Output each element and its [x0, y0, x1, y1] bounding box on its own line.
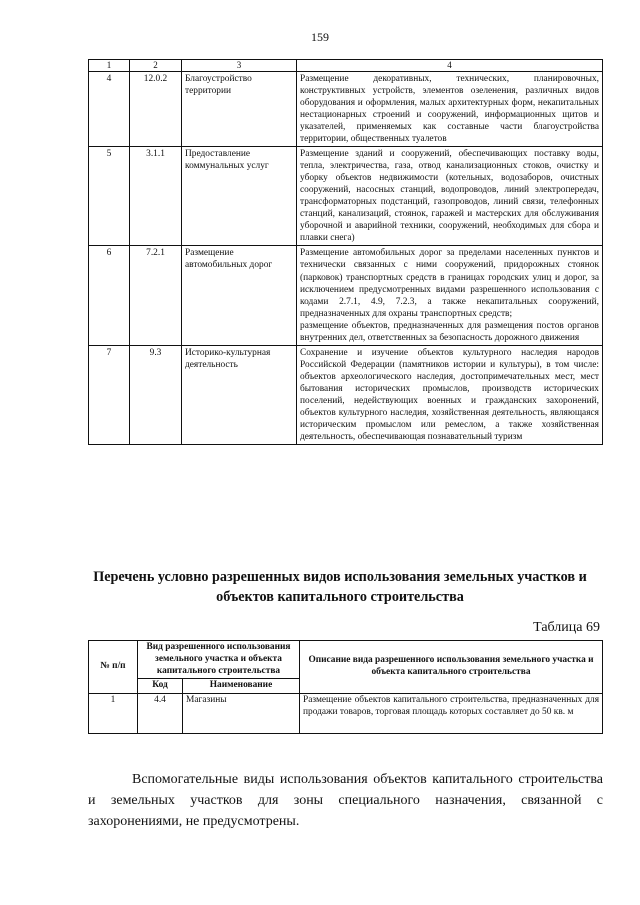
table-row [89, 345, 603, 444]
table-row [89, 72, 603, 147]
use-code: 12.0.2 [130, 72, 182, 147]
conditional-uses-table [88, 640, 603, 734]
use-name: Предоставление коммунальных услуг [182, 147, 297, 246]
use-description: Размещение декоративных, технических, планировочных, конструктивных устройств, элементов озеленения, различных видов оборудования и оформления, малых архитектурных форм, некапитальных нестационарных строений и сооружений, информационных щитов и указателей, применяемых как составные части благоустройства территории, общественных туалетов [297, 72, 603, 147]
use-description-part: Размещение автомобильных дорог за пределами населенных пунктов и технически связанных с ними сооружений, придорожных стоянок (парковок) транспортных средств в границах городских улиц и дорог, за исключением предусмотренных видами разрешенного использования с кодами 2.7.1, 4.9, 7.2.3, а также некапитальных сооружений, предназначенных для охраны транспортных средств; [300, 248, 599, 319]
use-name: Магазины [183, 694, 300, 734]
use-code: 4.4 [138, 694, 183, 734]
use-name: Благоустройство территории [182, 72, 297, 147]
use-code: 9.3 [130, 345, 182, 444]
use-description [297, 246, 603, 345]
row-number: 1 [89, 694, 138, 734]
use-description: Размещение объектов капитального строительства, предназначенных для продажи товаров, торговая площадь которых составляет до 50 кв. м [300, 694, 603, 734]
row-number: 4 [89, 72, 130, 147]
header-cell: 3 [182, 60, 297, 72]
use-code: 3.1.1 [130, 147, 182, 246]
use-code: 7.2.1 [130, 246, 182, 345]
table-header-row [89, 60, 603, 72]
header-code: Код [138, 679, 183, 694]
table-row [89, 147, 603, 246]
row-number: 5 [89, 147, 130, 246]
use-description: Сохранение и изучение объектов культурного наследия народов Российской Федерации (памятников истории и культуры), в том числе: объектов археологического наследия, достопримечательных мест, мест бытования исторических промыслов, производств исторических поселений, недействующих военных и гражданских захоронений, объектов культурного наследия, хозяйственная деятельность, являющаяся историческим промыслом или ремеслом, а также хозяйственная деятельность, обеспечивающая познавательный туризм [297, 345, 603, 444]
header-use-type: Вид разрешенного использования земельного участка и объекта капитального строительства [138, 641, 300, 679]
header-description: Описание вида разрешенного использования земельного участка и объекта капитального строительства [300, 641, 603, 694]
page-number: 159 [311, 30, 329, 44]
row-number: 6 [89, 246, 130, 345]
table-header-row [89, 641, 603, 679]
use-name: Размещение автомобильных дорог [182, 246, 297, 345]
use-description: Размещение зданий и сооружений, обеспечивающих поставку воды, тепла, электричества, газа, отвод канализационных стоков, очистку и уборку объектов недвижимости (котельных, водозаборов, очистных сооружений, насосных станций, водопроводов, линий электропередач, трансформаторных подстанций, газопроводов, линий связи, телефонных станций, канализаций, стоянок, гаражей и мастерских для обслуживания уборочной и аварийной техники, сооружений, необходимых для сбора и плавки снега) [297, 147, 603, 246]
permitted-uses-table [88, 59, 603, 445]
section-title: Перечень условно разрешенных видов использования земельных участков и объектов капитального строительства [93, 569, 587, 605]
use-description-part: размещение объектов, предназначенных для размещения постов органов внутренних дел, ответственных за безопасность дорожного движения [300, 320, 599, 343]
table-row [89, 246, 603, 345]
header-cell: 4 [297, 60, 603, 72]
table-caption: Таблица 69 [533, 620, 600, 635]
header-cell: 2 [130, 60, 182, 72]
header-number: № п/п [89, 641, 138, 694]
row-number: 7 [89, 345, 130, 444]
table-row [89, 694, 603, 734]
use-name: Историко-культурная деятельность [182, 345, 297, 444]
footer-paragraph: Вспомогательные виды использования объектов капитального строительства и земельных участков для зоны специального назначения, связанной с захоронениями, не предусмотрены. [88, 772, 603, 829]
header-cell: 1 [89, 60, 130, 72]
header-name: Наименование [183, 679, 300, 694]
